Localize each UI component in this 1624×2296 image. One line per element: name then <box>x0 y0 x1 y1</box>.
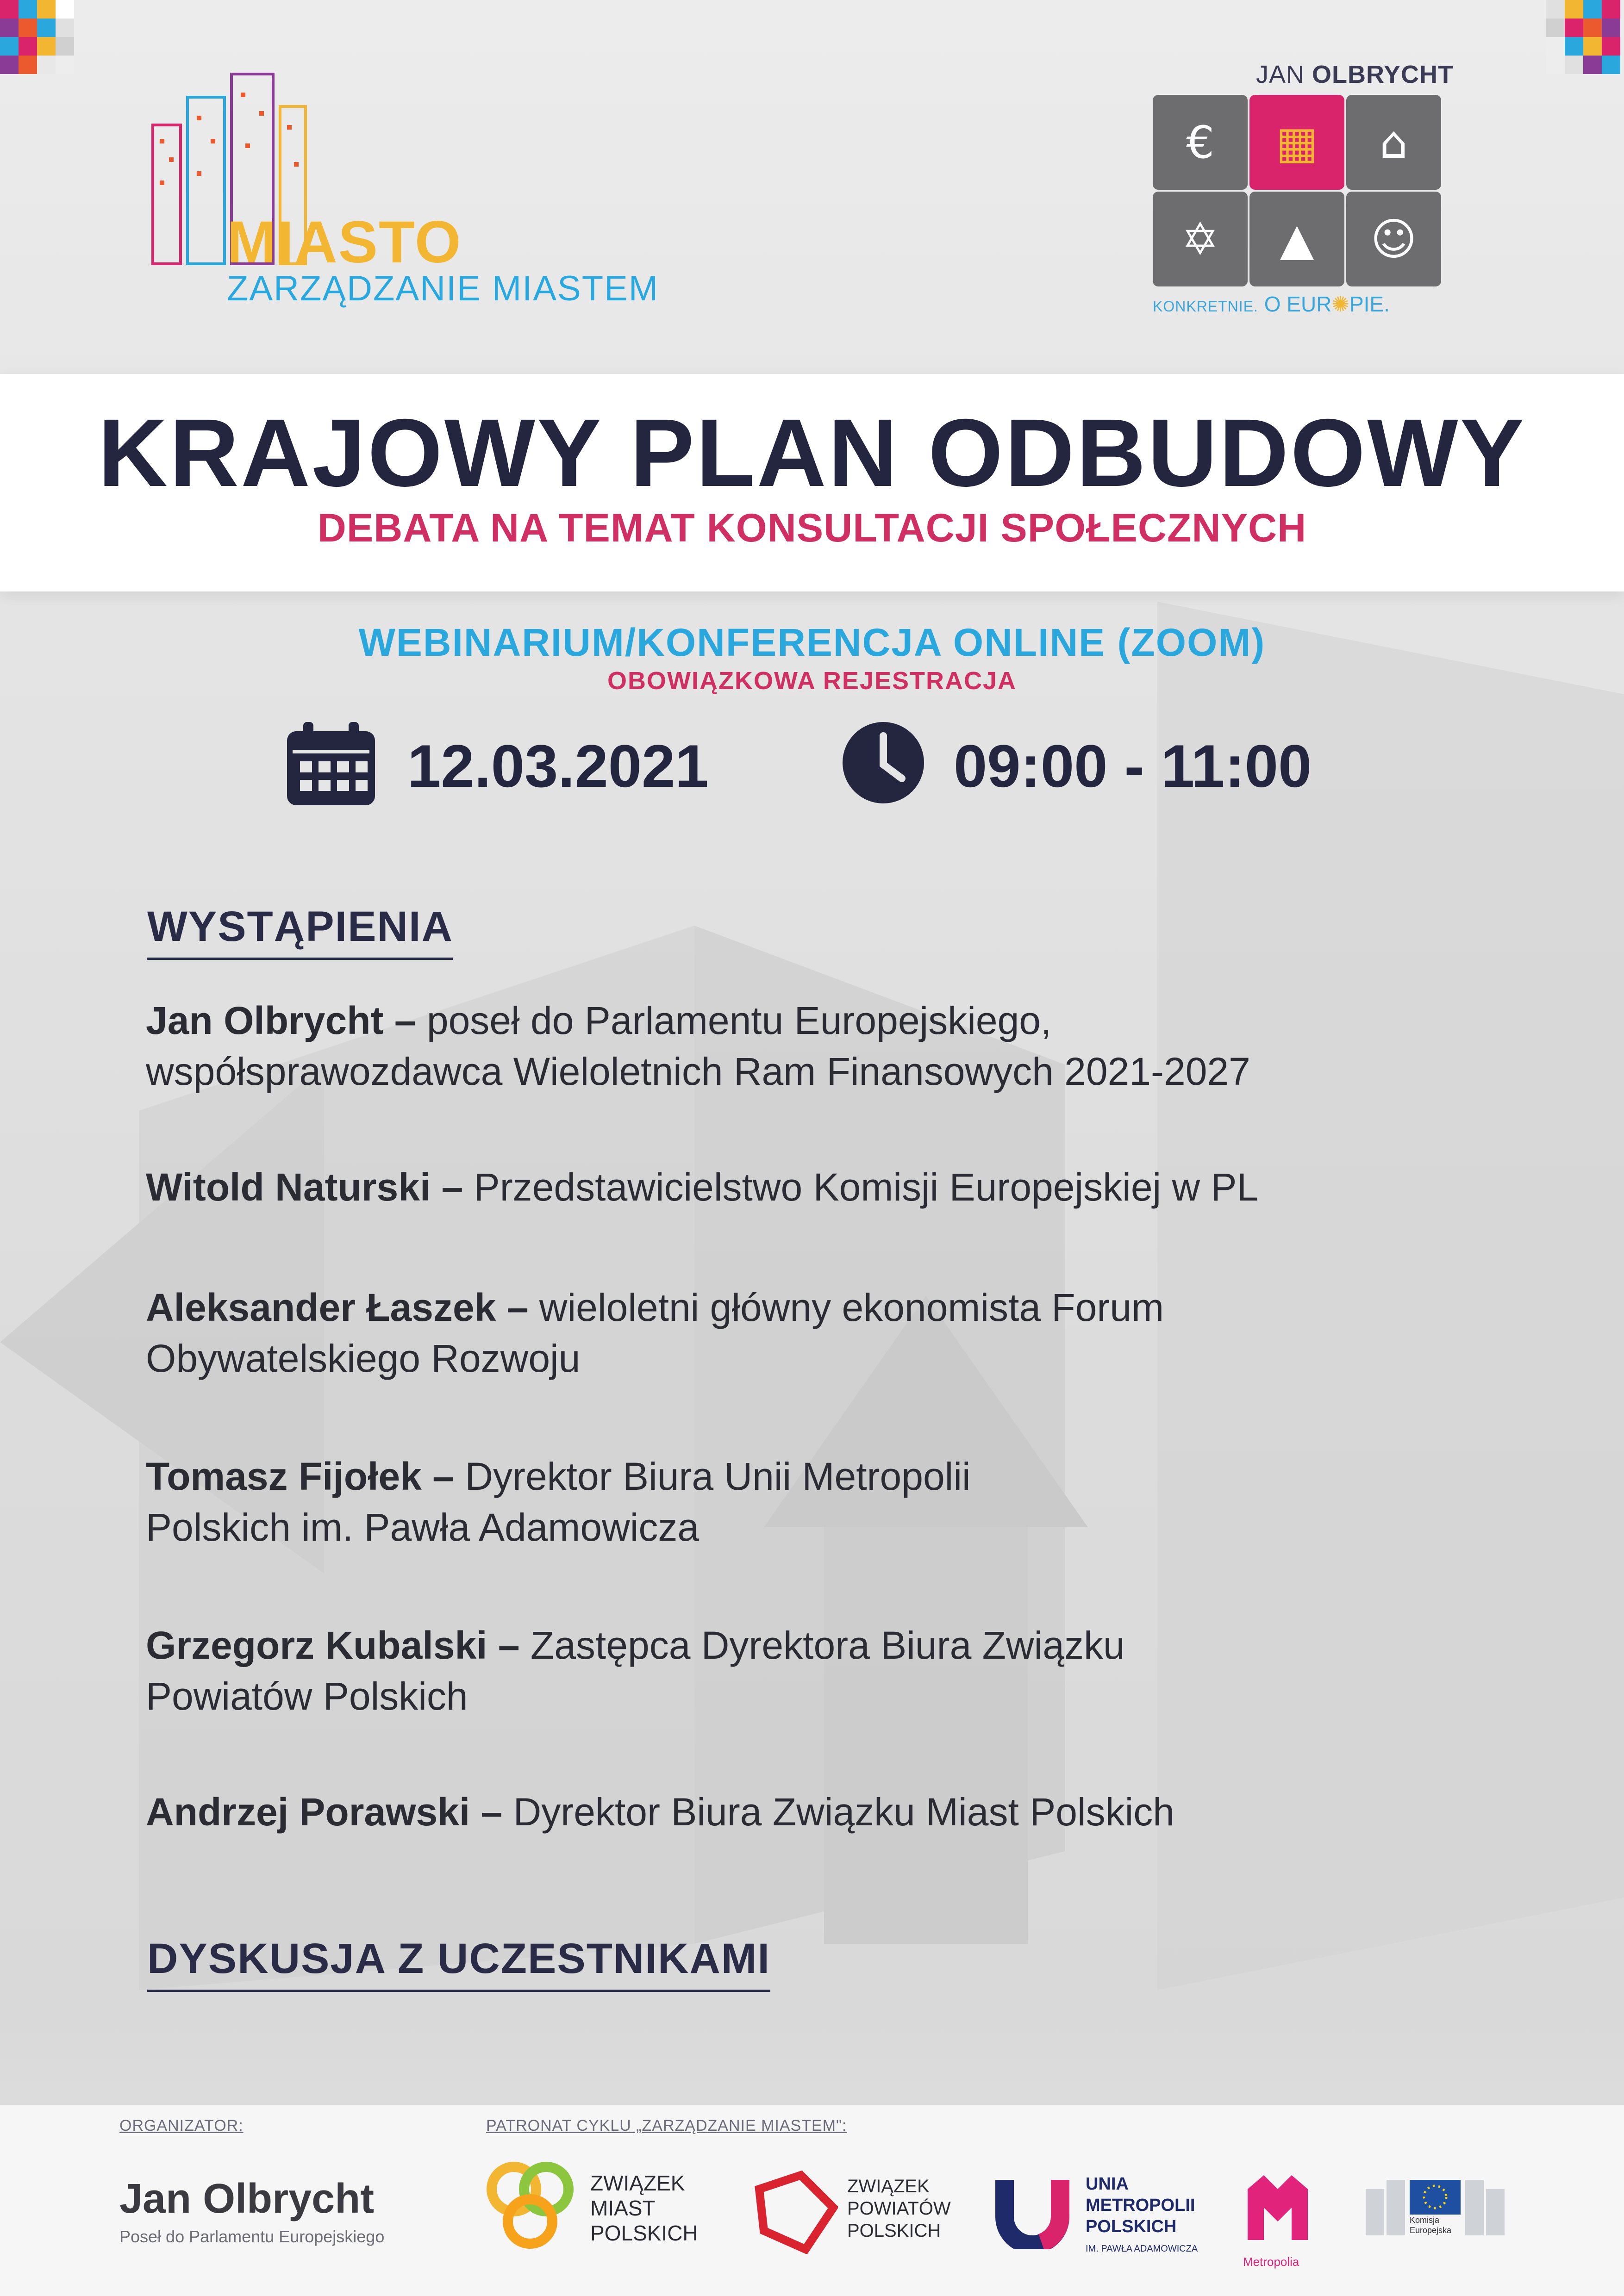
speaker-role-cont: Polskich im. Pawła Adamowicza <box>146 1506 700 1549</box>
registration-note: OBOWIĄZKOWA REJESTRACJA <box>607 667 1017 695</box>
olbrycht-logo-first-name: JAN <box>1255 61 1305 88</box>
bank-icon: ⌂ <box>1346 95 1441 190</box>
discussion-heading: DYSKUSJA Z UCZESTNIKAMI <box>147 1935 770 1992</box>
speaker-name: Tomasz Fijołek – <box>146 1455 454 1498</box>
speaker-item <box>146 1620 1535 1722</box>
zpp-line-3: POLSKICH <box>847 2221 941 2241</box>
zmp-logo-text <box>590 2171 698 2246</box>
european-commission-text <box>1410 2215 1451 2235</box>
eu-stars-icon: ✺ <box>1331 292 1349 316</box>
zpp-line-1: ZWIĄZEK <box>847 2176 930 2196</box>
miasto-subtitle: ZARZĄDZANIE MIASTEM <box>227 269 659 308</box>
ump-logo-icon <box>995 2175 1069 2249</box>
mosaic-top-right <box>1546 0 1620 74</box>
event-subtitle: DEBATA NA TEMAT KONSULTACJI SPOŁECZNYCH <box>317 506 1307 550</box>
speaker-role-cont: Obywatelskiego Rozwoju <box>146 1337 581 1380</box>
organizer-name: Jan Olbrycht <box>119 2176 375 2222</box>
mosaic-top-left <box>0 0 74 74</box>
graduation-cap-icon: ▲ <box>1249 192 1344 286</box>
speaker-item <box>146 995 1535 1097</box>
zmp-line-3: POLSKICH <box>590 2221 698 2245</box>
event-time: 09:00 - 11:00 <box>954 732 1312 800</box>
speaker-name: Aleksander Łaszek – <box>146 1286 529 1329</box>
building-icon: ▦ <box>1249 95 1344 190</box>
european-commission-logo-icon <box>1366 2171 1505 2249</box>
speaker-role: wieloletni główny ekonomista Forum <box>528 1286 1164 1329</box>
metropolia-logo-text: Metropolia <box>1243 2255 1299 2269</box>
zpp-logo-text <box>847 2175 951 2242</box>
speaker-name: Grzegorz Kubalski – <box>146 1624 520 1667</box>
ke-line-2: Europejska <box>1410 2226 1452 2235</box>
olbrycht-tagline <box>1153 292 1390 317</box>
speaker-item <box>146 1162 1535 1213</box>
tagline-end: PIE. <box>1349 292 1390 316</box>
speaker-role: Dyrektor Biura Unii Metropolii <box>454 1455 971 1498</box>
speaker-item <box>146 1786 1535 1837</box>
olbrycht-logo <box>1148 60 1472 319</box>
organizer-label: ORGANIZATOR: <box>119 2117 244 2134</box>
ump-line-2: METROPOLII <box>1086 2196 1195 2215</box>
speaker-name: Andrzej Porawski – <box>146 1790 503 1834</box>
event-date: 12.03.2021 <box>407 732 709 800</box>
speaker-role: Zastępca Dyrektora Biura Związku <box>519 1624 1125 1667</box>
ump-line-3: POLSKICH <box>1086 2217 1177 2236</box>
event-title: KRAJOWY PLAN ODBUDOWY <box>98 399 1526 507</box>
zpp-logo-icon <box>750 2171 838 2254</box>
zmp-line-1: ZWIĄZEK <box>590 2171 685 2195</box>
zmp-line-2: MIAST <box>590 2196 656 2220</box>
tagline-small: KONKRETNIE. <box>1153 298 1258 315</box>
religion-icon: ✡ <box>1153 192 1248 286</box>
speaker-role-cont: Powiatów Polskich <box>146 1674 468 1718</box>
miasto-word: MIASTO <box>227 209 462 275</box>
zpp-line-2: POWIATÓW <box>847 2198 951 2219</box>
speaker-role: Przedstawicielstwo Komisji Europejskiej w PL <box>463 1165 1259 1209</box>
speakers-heading: WYSTĄPIENIA <box>147 902 453 960</box>
event-format: WEBINARIUM/KONFERENCJA ONLINE (ZOOM) <box>358 621 1266 664</box>
speaker-item <box>146 1282 1535 1384</box>
puzzle-graphic <box>1153 95 1440 285</box>
organizer-title: Poseł do Parlamentu Europejskiego <box>119 2227 385 2246</box>
calendar-icon <box>287 722 375 805</box>
people-icon: ☺ <box>1346 192 1441 286</box>
tagline-big: O EUR <box>1264 292 1332 316</box>
speaker-name: Jan Olbrycht – <box>146 999 416 1042</box>
ump-line-4: IM. PAWŁA ADAMOWICZA <box>1086 2244 1198 2254</box>
olbrycht-logo-name <box>1256 60 1454 89</box>
ke-line-1: Komisja <box>1410 2215 1440 2225</box>
patronage-label: PATRONAT CYKLU „ZARZĄDZANIE MIASTEM": <box>486 2117 847 2134</box>
ump-line-1: UNIA <box>1086 2174 1129 2194</box>
clock-icon <box>843 722 924 803</box>
speaker-item <box>146 1451 1535 1553</box>
speaker-role: poseł do Parlamentu Europejskiego, <box>416 999 1052 1042</box>
miasto-logo <box>144 69 699 308</box>
speaker-role: Dyrektor Biura Związku Miast Polskich <box>502 1790 1174 1834</box>
olbrycht-logo-last-name: OLBRYCHT <box>1312 61 1454 88</box>
ump-logo-text <box>1086 2173 1198 2260</box>
speaker-role-cont: współsprawozdawca Wieloletnich Ram Finansowych 2021-2027 <box>146 1050 1250 1093</box>
speaker-name: Witold Naturski – <box>146 1165 463 1209</box>
zmp-logo-icon <box>486 2157 574 2254</box>
euro-icon: € <box>1153 95 1248 190</box>
metropolia-logo-icon <box>1243 2171 1312 2249</box>
